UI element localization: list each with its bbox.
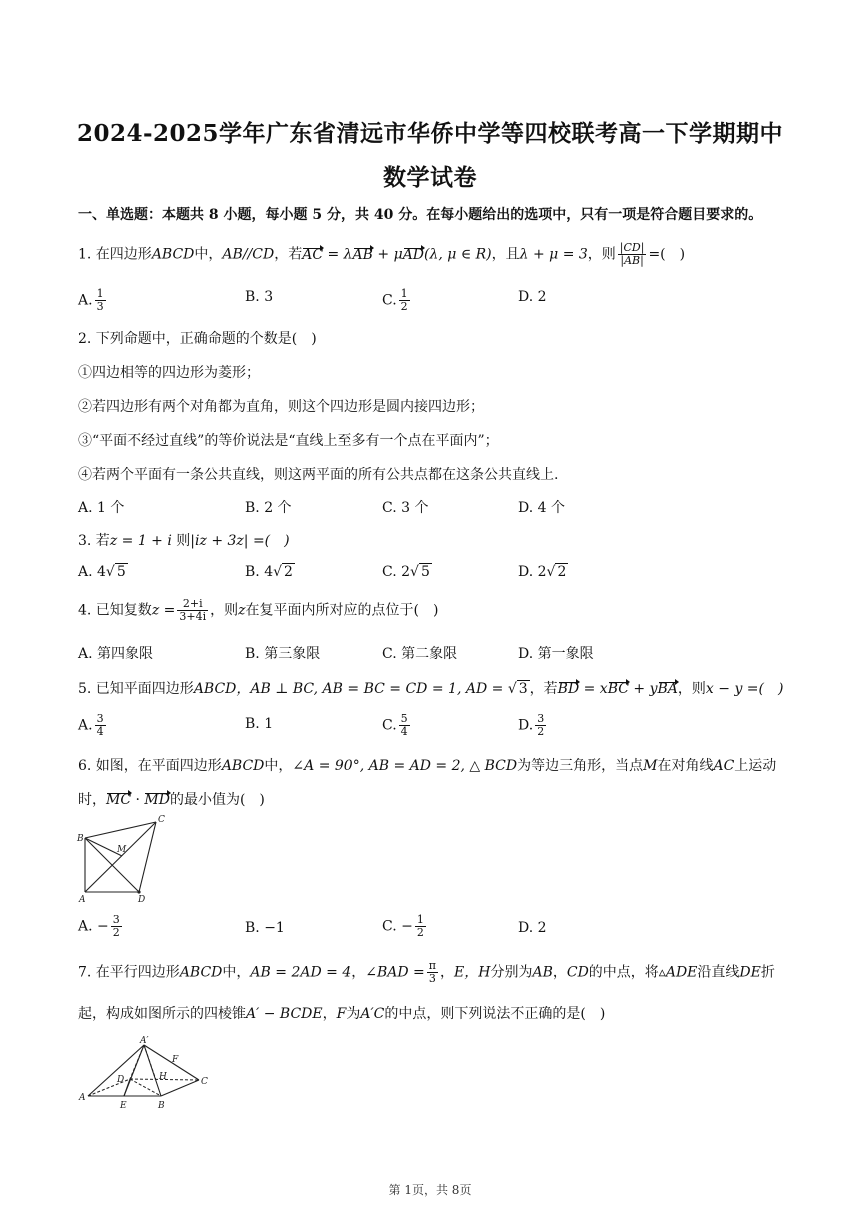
q7-pyramid-figure [76, 1033, 216, 1111]
vector-AC: AC [302, 246, 324, 263]
question-7-stem-line1: 7. 在平行四边形ABCD中，AB = 2AD = 4，∠BAD = $\frac{\pi}{3}$ ，E，H分别为AB，CD的中点，将▵ADE沿直线DE折 [78, 959, 775, 985]
q2-statement-2: ②若四边形有两个对角都为直角，则这个四边形是圆内接四边形； [78, 399, 484, 415]
q1-option-b[interactable]: B. 3 [245, 289, 274, 305]
q6-option-c[interactable]: C. − $\frac{1}{2}$ [382, 913, 424, 939]
q3-option-d[interactable]: D. 2√ 2 [518, 564, 567, 580]
q2-statement-1: ①四边相等的四边形为菱形； [78, 365, 260, 381]
question-1-stem: 1. 在四边形ABCD中，AB//CD，若AC = λAB + μAD(λ, μ ∈ R)，且λ + μ = 3，则 $\frac{|CD|}{|AB|}$ =( ) [78, 241, 686, 267]
question-3-stem: 3. 若z = 1 + i 则|iz + 3z| =( ) [78, 533, 290, 549]
q2-statement-3: ③“平面不经过直线”的等价说法是“直线上至多有一个点在平面内”； [78, 433, 499, 449]
fig6-label-D: D [138, 895, 146, 904]
fig7-label-A1: A′ [140, 1036, 149, 1046]
q2-statement-4: ④若两个平面有一条公共直线，则这两平面的所有公共点都在这条公共直线上. [78, 467, 559, 483]
question-6-stem-line1: 6. 如图，在平面四边形ABCD中，∠A = 90°, AB = AD = 2, △ BCD为等边三角形，当点M在对角线AC上运动 [78, 758, 777, 774]
q1-option-a[interactable]: A. $\frac{1}{3}$ [78, 287, 104, 313]
vector-MD: MD [144, 792, 170, 808]
fig7-label-F: F [172, 1055, 179, 1065]
fig6-label-B: B [77, 834, 84, 844]
fig7-label-D: D [117, 1075, 125, 1085]
q6-option-d[interactable]: D. 2 [518, 920, 547, 936]
fig7-label-C: C [201, 1077, 208, 1087]
q6-option-b[interactable]: B. −1 [245, 920, 285, 936]
q1-option-d[interactable]: D. 2 [518, 289, 547, 305]
vector-BD: BD [557, 681, 580, 697]
q6-option-a[interactable]: A. − $\frac{3}{2}$ [78, 913, 120, 939]
exam-title-line2: 数学试卷 [383, 164, 477, 191]
fraction-z: $\frac{2+i}{3+4i}$ [179, 597, 207, 623]
vector-BA: BA [657, 681, 678, 697]
fig6-label-C: C [158, 815, 165, 825]
question-2-stem: 2. 下列命题中，正确命题的个数是( ) [78, 331, 317, 347]
q3-option-b[interactable]: B. 4√ 2 [245, 564, 293, 580]
q1-option-c[interactable]: C. $\frac{1}{2}$ [382, 287, 408, 313]
vector-MC: MC [106, 792, 132, 808]
exam-title-line1: 2024-2025学年广东省清远市华侨中学等四校联考高一下学期期中 [76, 120, 784, 147]
q3-option-a[interactable]: A. 4√ 5 [78, 564, 126, 580]
fig7-label-E: E [120, 1101, 127, 1111]
q2-option-b[interactable]: B. 2 个 [245, 500, 292, 516]
q5-option-b[interactable]: B. 1 [245, 716, 274, 732]
fig7-label-B: B [158, 1101, 165, 1111]
question-6-stem-line2: 时，MC · MD的最小值为( ) [78, 792, 265, 808]
q5-option-d[interactable]: D. $\frac{3}{2}$ [518, 712, 545, 738]
q4-option-d[interactable]: D. 第一象限 [518, 646, 594, 662]
vector-AB: AB [352, 246, 373, 263]
fig7-label-A: A [79, 1093, 86, 1103]
fraction-cd-ab: $\frac{|CD|}{|AB|}$ [619, 241, 645, 267]
question-4-stem: 4. 已知复数z = $\frac{2+i}{3+4i}$ ，则z在复平面内所对应的点位于( ) [78, 597, 439, 623]
section-heading: 一、单选题：本题共 8 小题，每小题 5 分，共 40 分。在每小题给出的选项中，只有一项是符合题目要求的。 [78, 207, 763, 223]
vector-AD: AD [402, 246, 425, 263]
q4-option-a[interactable]: A. 第四象限 [78, 646, 154, 662]
fig6-label-A: A [79, 895, 86, 904]
q5-option-a[interactable]: A. $\frac{3}{4}$ [78, 712, 104, 738]
q2-option-a[interactable]: A. 1 个 [78, 500, 125, 516]
q6-quadrilateral-figure [76, 814, 172, 904]
vector-BC: BC [607, 681, 629, 697]
page-footer: 第 1页，共 8页 [388, 1183, 472, 1197]
question-7-stem-line2: 起，构成如图所示的四棱锥A′ − BCDE，F为A′C的中点，则下列说法不正确的是( ) [78, 1006, 606, 1022]
fig6-label-M: M [117, 845, 127, 855]
q4-option-c[interactable]: C. 第二象限 [382, 646, 458, 662]
q4-option-b[interactable]: B. 第三象限 [245, 646, 321, 662]
q3-option-c[interactable]: C. 2√ 5 [382, 564, 430, 580]
question-5-stem: 5. 已知平面四边形ABCD，AB ⊥ BC, AB = BC = CD = 1, AD = √ 3 ，若BD = xBC + yBA，则x − y =( ) [78, 681, 784, 697]
q5-option-c[interactable]: C. $\frac{5}{4}$ [382, 712, 408, 738]
q2-option-d[interactable]: D. 4 个 [518, 500, 565, 516]
q2-option-c[interactable]: C. 3 个 [382, 500, 429, 516]
fig7-label-H: H [159, 1072, 167, 1082]
